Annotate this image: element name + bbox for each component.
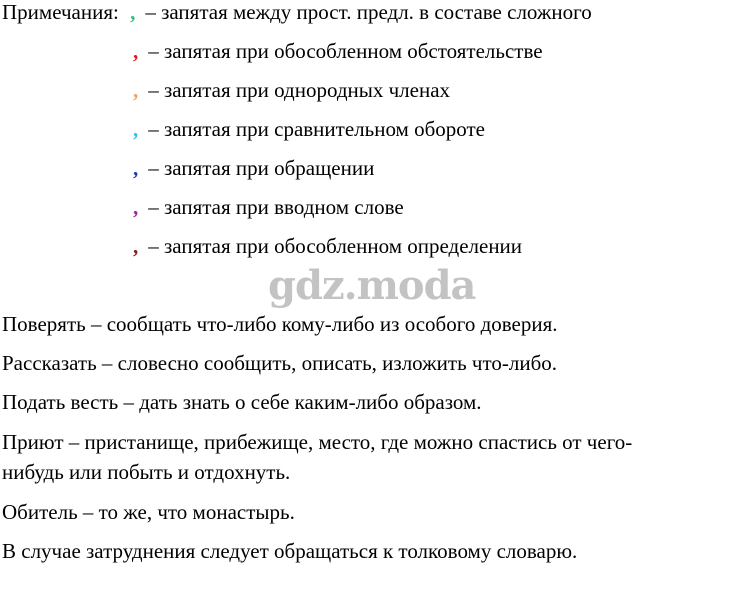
note-item <box>133 39 543 63</box>
footer-note: В случае затруднения следует обращаться к толковому словарю. <box>2 539 578 563</box>
note-text: – запятая при вводном слове <box>148 195 404 219</box>
definition-line: Поверять – сообщать что-либо кому-либо из особого доверия. <box>2 312 558 336</box>
note-text: – запятая при обособленном обстоятельстве <box>148 39 543 63</box>
notes-line-1 <box>2 0 592 24</box>
note-item <box>133 234 522 258</box>
watermark-logo: gdz.moda <box>268 262 476 309</box>
definition-line: Подать весть – дать знать о себе каким-либо образом. <box>2 390 482 414</box>
comma-marker: , <box>133 39 139 63</box>
comma-marker: , <box>130 0 136 24</box>
comma-marker: , <box>133 156 139 180</box>
definition-line: Приют – пристанище, прибежище, место, где можно спастись от чего- <box>2 430 633 454</box>
note-item <box>133 78 450 102</box>
definition-line: Рассказать – словесно сообщить, описать, изложить что-либо. <box>2 351 558 375</box>
note-item <box>133 156 374 180</box>
notes-heading: Примечания: <box>2 0 119 24</box>
comma-marker: , <box>133 78 139 102</box>
definition-line-continuation: нибудь или побыть и отдохнуть. <box>2 460 291 484</box>
note-text: – запятая при обращении <box>148 156 375 180</box>
comma-marker: , <box>133 234 139 258</box>
definition-line: Обитель – то же, что монастырь. <box>2 500 295 524</box>
note-item <box>133 195 404 219</box>
note-text: – запятая при обособленном определении <box>148 234 523 258</box>
note-item <box>133 117 485 141</box>
note-text: – запятая между прост. предл. в составе сложного <box>145 0 592 24</box>
note-text: – запятая при однородных членах <box>148 78 451 102</box>
comma-marker: , <box>133 195 139 219</box>
comma-marker: , <box>133 117 139 141</box>
note-text: – запятая при сравнительном обороте <box>148 117 485 141</box>
